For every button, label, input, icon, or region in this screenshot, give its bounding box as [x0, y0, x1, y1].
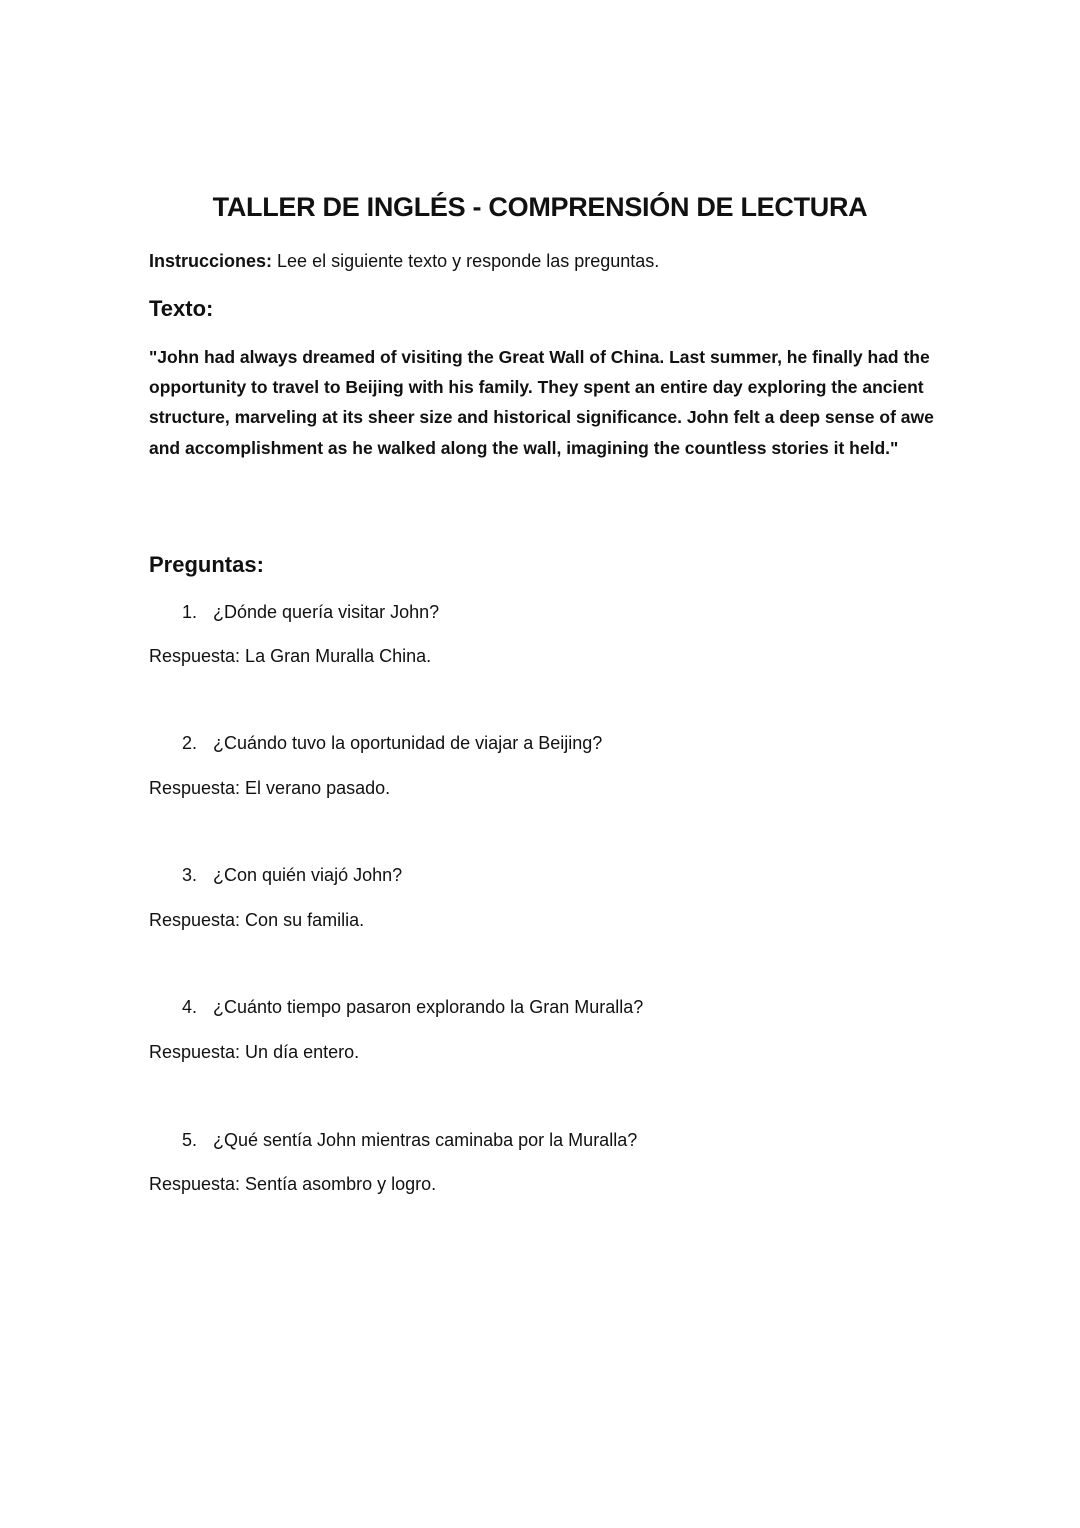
texto-heading: Texto:	[149, 296, 214, 321]
instructions-label: Instrucciones:	[149, 251, 273, 271]
question-5	[182, 1130, 637, 1151]
answer-1: Respuesta: La Gran Muralla China.	[149, 646, 432, 666]
answer-5: Respuesta: Sentía asombro y logro.	[149, 1174, 437, 1194]
preguntas-heading: Preguntas:	[149, 552, 264, 577]
page-title: TALLER DE INGLÉS - COMPRENSIÓN DE LECTURA	[212, 192, 868, 222]
question-number: 5.	[182, 1130, 198, 1150]
question-number: 2.	[182, 733, 198, 753]
question-text: ¿Con quién viajó John?	[213, 865, 403, 885]
answer-2: Respuesta: El verano pasado.	[149, 778, 391, 798]
question-text: ¿Dónde quería visitar John?	[213, 602, 440, 622]
instructions-text: Lee el siguiente texto y responde las preguntas.	[272, 251, 660, 271]
instructions	[149, 251, 659, 272]
question-text: ¿Cuánto tiempo pasaron explorando la Gran Muralla?	[213, 997, 644, 1017]
question-1	[182, 602, 439, 623]
question-text: ¿Cuándo tuvo la oportunidad de viajar a Beijing?	[213, 733, 603, 753]
question-number: 3.	[182, 865, 198, 885]
question-number: 1.	[182, 602, 198, 622]
question-3	[182, 865, 402, 886]
reading-passage: "John had always dreamed of visiting the Great Wall of China. Last summer, he finally had the opportunity to travel to Beijing with his family. They spent an entire day exploring the ancient structure, marveling at its sheer size and historical significance. John felt a deep sense of awe and accomplishment as he walked along the wall, imagining the countless stories it held."	[149, 347, 934, 458]
answer-3: Respuesta: Con su familia.	[149, 910, 365, 930]
question-4	[182, 997, 643, 1018]
answer-4: Respuesta: Un día entero.	[149, 1042, 360, 1062]
question-2	[182, 733, 602, 754]
question-number: 4.	[182, 997, 198, 1017]
question-text: ¿Qué sentía John mientras caminaba por la Muralla?	[213, 1130, 638, 1150]
